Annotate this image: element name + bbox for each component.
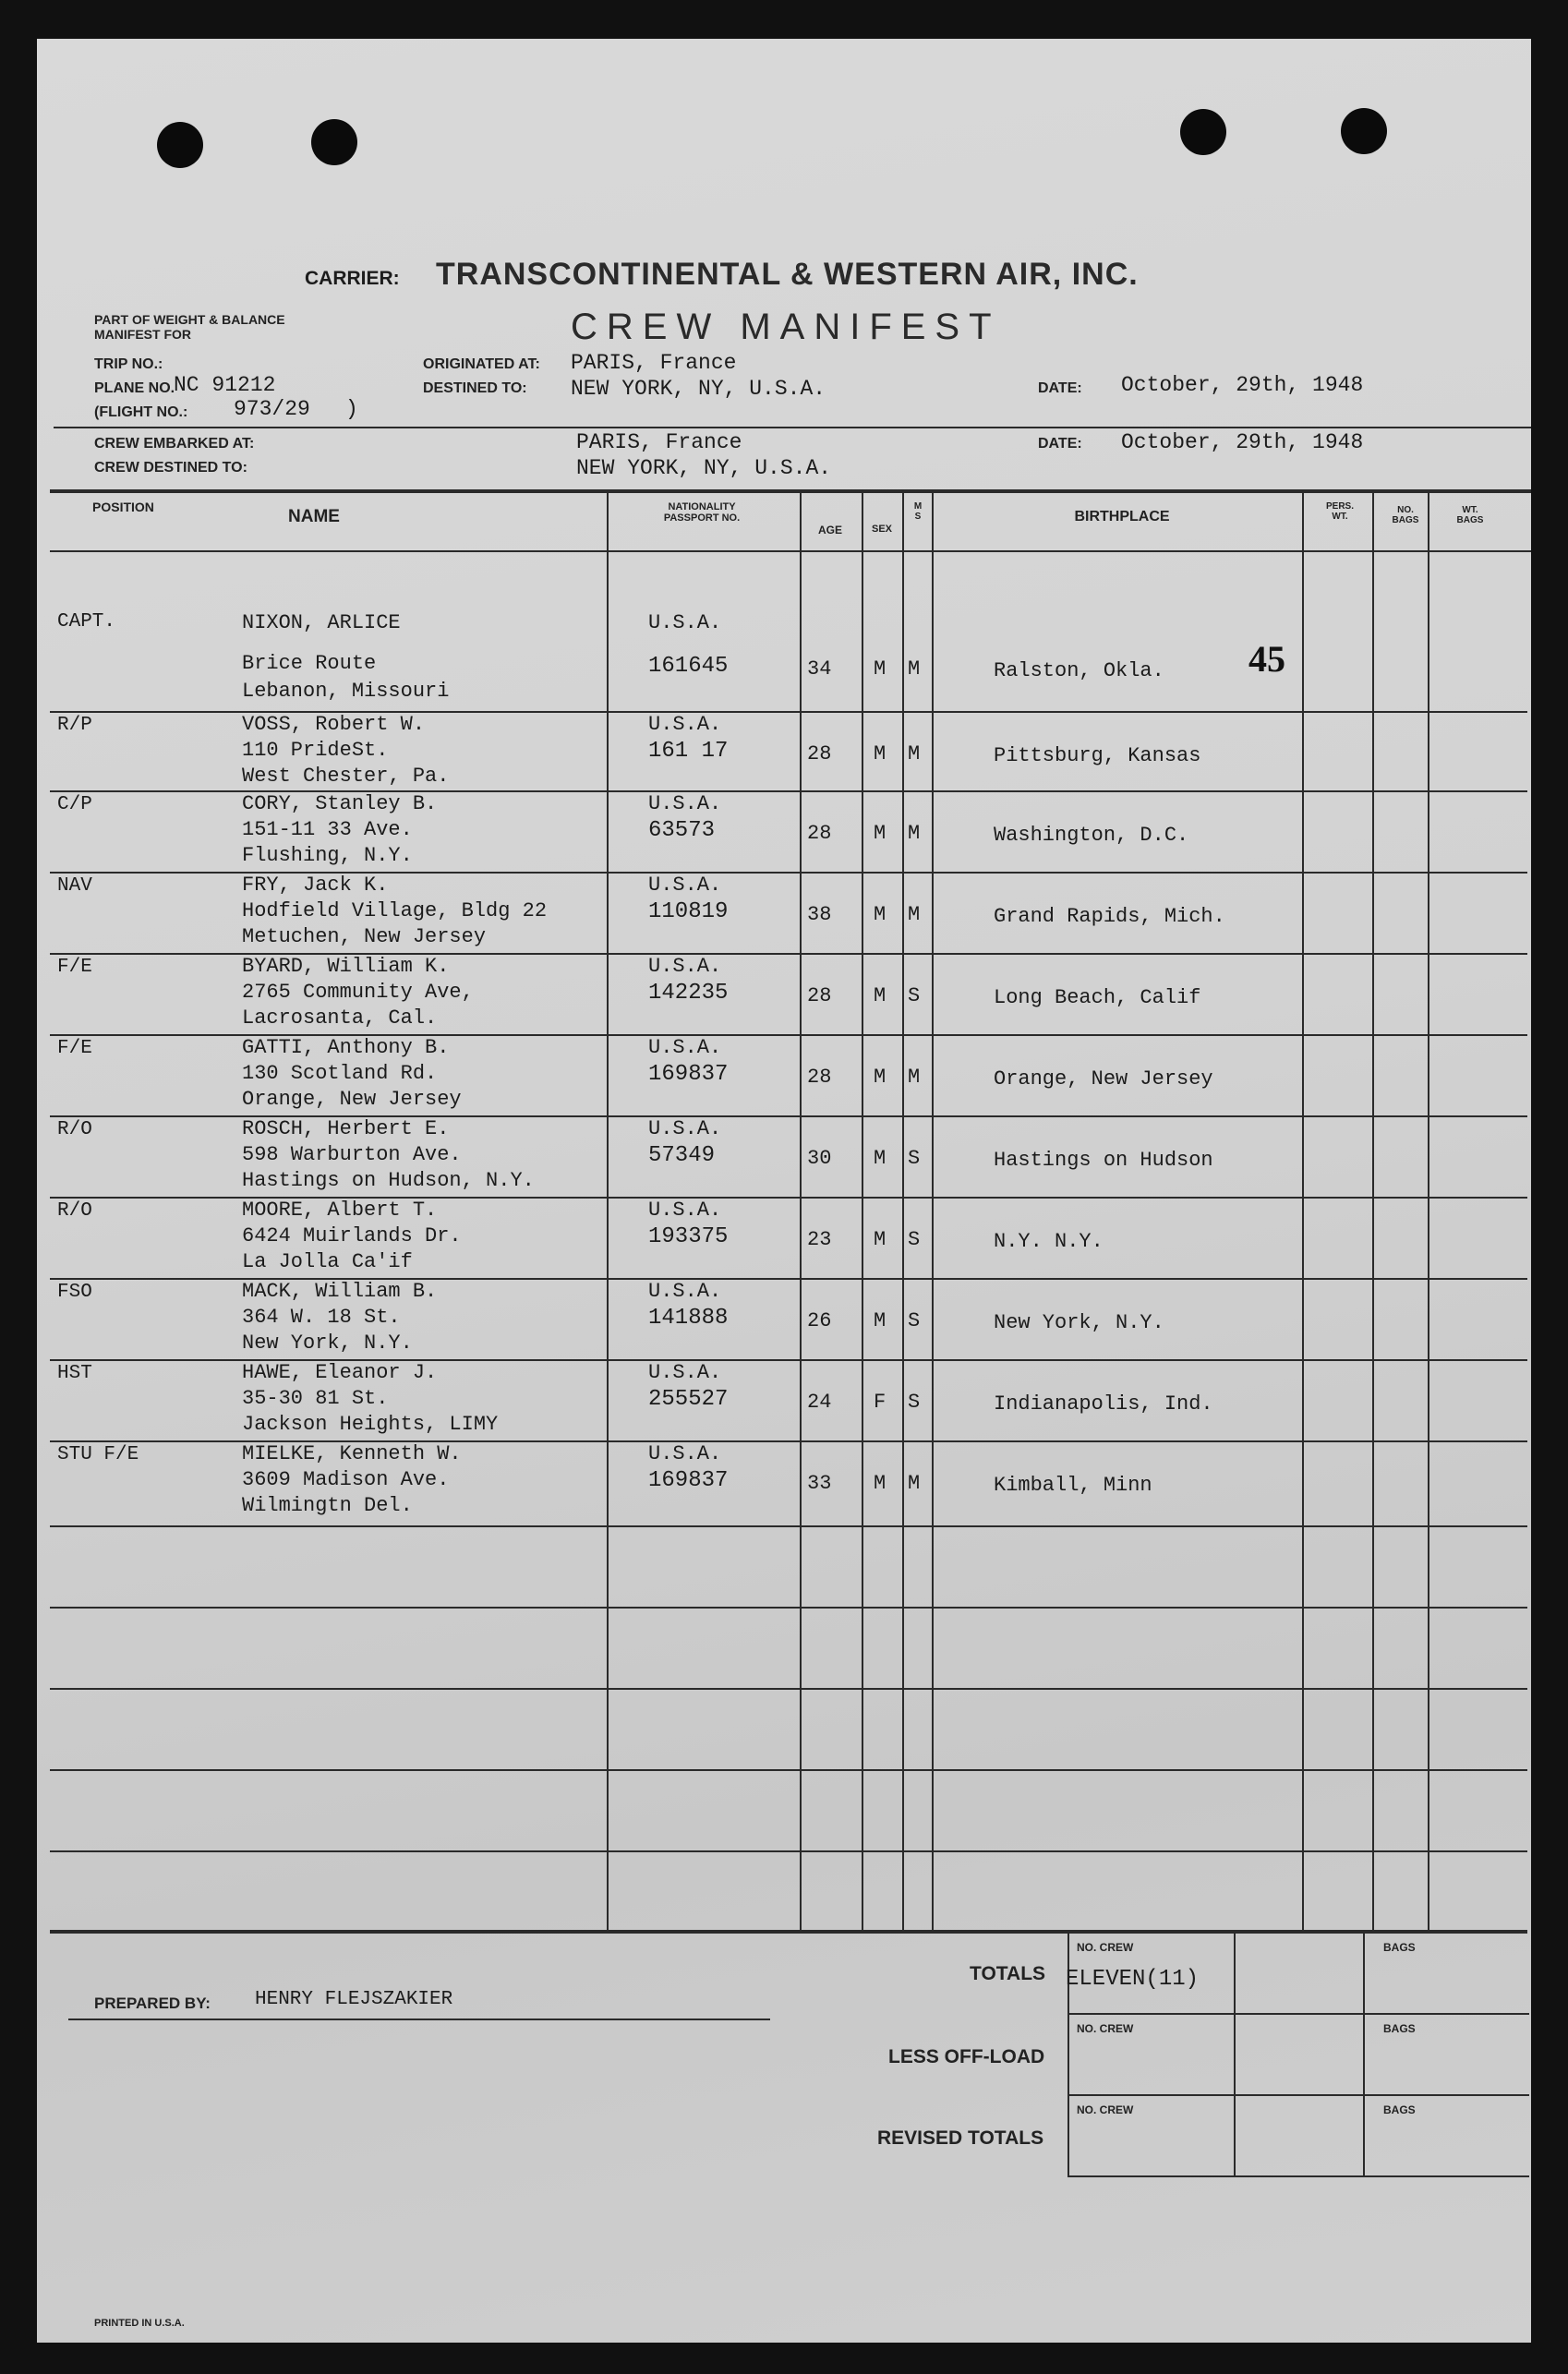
trip-no-label: TRIP NO.: (94, 356, 163, 372)
crew-position: C/P (57, 794, 92, 815)
totals-label: TOTALS (970, 1963, 1046, 1984)
crew-nationality: U.S.A. (648, 1036, 722, 1059)
table-top-rule (50, 489, 1531, 493)
bags-label: BAGS (1383, 1941, 1416, 1954)
part-of-label: PART OF WEIGHT & BALANCE (94, 312, 285, 327)
totals-grid-line (1363, 1932, 1365, 2177)
col-divider (1428, 491, 1429, 1932)
crew-name-line: Wilmingtn Del. (242, 1494, 413, 1517)
totals-grid-line (1067, 2013, 1529, 2015)
crew-marital-status: M (908, 1472, 921, 1495)
bags-label: BAGS (1383, 2022, 1416, 2035)
crew-passport: 169837 (648, 1062, 729, 1087)
crew-name-line: Flushing, N.Y. (242, 844, 413, 867)
crew-name-line: Hastings on Hudson, N.Y. (242, 1169, 535, 1192)
crew-age: 24 (807, 1391, 832, 1414)
crew-passport: 193375 (648, 1224, 729, 1249)
col-divider (1302, 491, 1304, 1932)
crew-nationality: U.S.A. (648, 611, 722, 634)
crew-marital-status: S (908, 1147, 921, 1170)
crew-nationality: U.S.A. (648, 713, 722, 736)
col-name: NAME (288, 507, 340, 526)
crew-nationality: U.S.A. (648, 955, 722, 978)
crew-sex: M (874, 822, 887, 845)
crew-name-line: 3609 Madison Ave. (242, 1468, 450, 1491)
col-pers-wt (1308, 502, 1372, 522)
crew-position: R/O (57, 1119, 92, 1140)
col-no-bags-line2: BAGS (1392, 514, 1419, 525)
crew-name-line: MOORE, Albert T. (242, 1199, 438, 1222)
col-birthplace: BIRTHPLACE (1074, 509, 1170, 524)
carrier-name: TRANSCONTINENTAL & WESTERN AIR, INC. (436, 257, 1139, 292)
manifest-sheet (37, 39, 1531, 2343)
crew-sex: M (874, 903, 887, 926)
crew-marital-status: M (908, 657, 921, 681)
crew-nationality: U.S.A. (648, 1280, 722, 1303)
crew-name-line: VOSS, Robert W. (242, 713, 426, 736)
punch-hole (1180, 109, 1226, 155)
crew-name-line: 35-30 81 St. (242, 1387, 389, 1410)
col-wt-bags-line1: WT. (1462, 505, 1478, 515)
crew-nationality: U.S.A. (648, 1199, 722, 1222)
col-pers-wt-line2: WT. (1332, 511, 1348, 522)
crew-passport: 169837 (648, 1468, 729, 1493)
flight-no-close: ) (345, 397, 358, 421)
crew-name-line: 110 PrideSt. (242, 739, 389, 762)
crew-name-line: ROSCH, Herbert E. (242, 1117, 450, 1140)
row-rule (50, 1688, 1527, 1690)
crew-nationality: U.S.A. (648, 1361, 722, 1384)
col-sex: SEX (871, 524, 892, 535)
crew-age: 28 (807, 742, 832, 765)
col-marital-m: M (913, 501, 923, 512)
crew-position: R/O (57, 1200, 92, 1222)
crew-name-line: Jackson Heights, LIMY (242, 1413, 499, 1436)
margin-note: 45 (1248, 638, 1285, 680)
crew-sex: F (874, 1391, 887, 1414)
col-nationality-line1: NATIONALITY (668, 501, 736, 512)
prepared-by-rule (68, 2019, 770, 2020)
col-age: AGE (817, 524, 842, 536)
no-crew-label: NO. CREW (1077, 1941, 1134, 1954)
crew-marital-status: S (908, 1391, 921, 1414)
crew-passport: 161645 (648, 654, 729, 679)
col-nationality-line2: PASSPORT NO. (663, 512, 741, 524)
destined-label: DESTINED TO: (423, 380, 527, 396)
crew-name-line: NIXON, ARLICE (242, 611, 401, 634)
row-rule (50, 1769, 1527, 1771)
crew-passport: 161 17 (648, 739, 729, 764)
col-pers-wt-line1: PERS. (1325, 501, 1354, 512)
crew-birthplace: Washington, D.C. (994, 824, 1189, 847)
crew-name-line: Lebanon, Missouri (242, 680, 450, 703)
crew-marital-status: M (908, 822, 921, 845)
totals-grid-line (1234, 1932, 1236, 2177)
manifest-for-label: MANIFEST FOR (94, 327, 191, 342)
row-rule (50, 1850, 1527, 1852)
crew-sex: M (874, 1228, 887, 1251)
crew-marital-status: M (908, 742, 921, 765)
crew-name-line: 130 Scotland Rd. (242, 1062, 438, 1085)
crew-passport: 57349 (648, 1143, 716, 1168)
crew-birthplace: New York, N.Y. (994, 1311, 1164, 1334)
table-row-rule (50, 1525, 1527, 1527)
crew-position: R/P (57, 715, 92, 736)
col-no-bags (1378, 506, 1433, 525)
crew-name-line: New York, N.Y. (242, 1332, 413, 1355)
crew-name-line: Hodfield Village, Bldg 22 (242, 899, 548, 922)
col-divider (932, 491, 934, 1932)
col-divider (800, 491, 802, 1932)
col-marital-s: S (914, 511, 922, 522)
col-divider (1372, 491, 1374, 1932)
col-no-bags-line1: NO. (1397, 505, 1414, 515)
crew-age: 38 (807, 903, 832, 926)
col-nationality (609, 502, 794, 524)
crew-embarked-value: PARIS, France (576, 430, 742, 454)
crew-name-line: West Chester, Pa. (242, 765, 450, 788)
crew-name-line: Brice Route (242, 652, 377, 675)
crew-position: NAV (57, 875, 92, 897)
crew-birthplace: Hastings on Hudson (994, 1149, 1213, 1172)
crew-marital-status: S (908, 1228, 921, 1251)
less-offload-label: LESS OFF-LOAD (888, 2046, 1045, 2067)
crew-sex: M (874, 1309, 887, 1332)
col-divider (902, 491, 904, 1932)
crew-position: F/E (57, 957, 92, 978)
crew-nationality: U.S.A. (648, 1442, 722, 1465)
crew-name-line: 6424 Muirlands Dr. (242, 1224, 462, 1247)
crew-age: 34 (807, 657, 832, 681)
crew-passport: 255527 (648, 1387, 729, 1412)
crew-name-line: La Jolla Ca'if (242, 1250, 413, 1273)
crew-position: CAPT. (57, 611, 116, 633)
revised-totals-label: REVISED TOTALS (877, 2127, 1044, 2149)
crew-name-line: 598 Warburton Ave. (242, 1143, 462, 1166)
header-rule (50, 550, 1531, 552)
punch-hole (157, 122, 203, 168)
crew-nationality: U.S.A. (648, 1117, 722, 1140)
crew-position: HST (57, 1363, 92, 1384)
form-title: CREW MANIFEST (571, 307, 1001, 347)
crew-birthplace: Pittsburg, Kansas (994, 744, 1201, 767)
crew-destined-value: NEW YORK, NY, U.S.A. (576, 456, 832, 480)
crew-name-line: Lacrosanta, Cal. (242, 1006, 438, 1030)
crew-name-line: BYARD, William K. (242, 955, 450, 978)
crew-passport: 110819 (648, 899, 729, 924)
crew-age: 28 (807, 984, 832, 1007)
crew-name-line: 364 W. 18 St. (242, 1306, 401, 1329)
totals-crew-value: ELEVEN(11) (1066, 1967, 1200, 1992)
crew-birthplace: Grand Rapids, Mich. (994, 905, 1225, 928)
crew-marital-status: S (908, 1309, 921, 1332)
crew-position: FSO (57, 1282, 92, 1303)
originated-value: PARIS, France (571, 351, 737, 375)
col-wt-bags-line2: BAGS (1456, 514, 1484, 525)
col-divider (862, 491, 863, 1932)
crew-name-line: HAWE, Eleanor J. (242, 1361, 438, 1384)
crew-age: 23 (807, 1228, 832, 1251)
divider (54, 427, 1531, 428)
prepared-by-value: HENRY FLEJSZAKIER (255, 1989, 453, 2010)
crew-passport: 63573 (648, 818, 716, 843)
crew-age: 28 (807, 1066, 832, 1089)
date-value: October, 29th, 1948 (1121, 373, 1364, 397)
flight-no-value: 973/29 (234, 397, 310, 421)
col-position: POSITION (92, 500, 154, 514)
plane-no-label: PLANE NO. (94, 380, 175, 396)
crew-name-line: CORY, Stanley B. (242, 792, 438, 815)
carrier-label: CARRIER: (305, 268, 400, 289)
flight-no-label: (FLIGHT NO.: (94, 404, 188, 420)
date2-value: October, 29th, 1948 (1121, 430, 1364, 454)
crew-sex: M (874, 1147, 887, 1170)
printed-in-label: PRINTED IN U.S.A. (94, 2318, 185, 2329)
totals-grid-line (1067, 2175, 1529, 2177)
crew-name-line: 151-11 33 Ave. (242, 818, 413, 841)
crew-passport: 142235 (648, 981, 729, 1006)
destined-value: NEW YORK, NY, U.S.A. (571, 377, 826, 401)
date2-label: DATE: (1038, 436, 1082, 452)
originated-label: ORIGINATED AT: (423, 356, 540, 372)
col-divider (607, 491, 609, 1932)
crew-age: 30 (807, 1147, 832, 1170)
crew-name-line: FRY, Jack K. (242, 874, 389, 897)
no-crew-label: NO. CREW (1077, 2103, 1134, 2116)
crew-destined-label: CREW DESTINED TO: (94, 460, 247, 476)
punch-hole (1341, 108, 1387, 154)
row-rule (50, 1607, 1527, 1609)
crew-name-line: Orange, New Jersey (242, 1088, 462, 1111)
crew-birthplace: Kimball, Minn (994, 1474, 1152, 1497)
no-crew-label: NO. CREW (1077, 2022, 1134, 2035)
punch-hole (311, 119, 357, 165)
crew-marital-status: S (908, 984, 921, 1007)
crew-name-line: MACK, William B. (242, 1280, 438, 1303)
col-wt-bags (1433, 506, 1507, 525)
crew-sex: M (874, 1472, 887, 1495)
prepared-by-label: PREPARED BY: (94, 1994, 211, 2012)
crew-birthplace: Long Beach, Calif (994, 986, 1201, 1009)
totals-grid-line (1067, 2094, 1529, 2096)
crew-age: 26 (807, 1309, 832, 1332)
crew-name-line: Metuchen, New Jersey (242, 925, 487, 948)
crew-sex: M (874, 657, 887, 681)
crew-nationality: U.S.A. (648, 874, 722, 897)
crew-name-line: 2765 Community Ave, (242, 981, 474, 1004)
crew-sex: M (874, 984, 887, 1007)
crew-marital-status: M (908, 1066, 921, 1089)
crew-birthplace: N.Y. N.Y. (994, 1230, 1104, 1253)
crew-name-line: GATTI, Anthony B. (242, 1036, 450, 1059)
crew-birthplace: Ralston, Okla. (994, 659, 1164, 682)
date-label: DATE: (1038, 380, 1082, 396)
crew-age: 28 (807, 822, 832, 845)
col-marital (904, 502, 932, 522)
crew-position: F/E (57, 1038, 92, 1059)
crew-birthplace: Orange, New Jersey (994, 1067, 1213, 1091)
plane-no-value: NC 91212 (174, 373, 276, 397)
crew-sex: M (874, 1066, 887, 1089)
table-bottom-rule (50, 1930, 1527, 1934)
crew-embarked-label: CREW EMBARKED AT: (94, 436, 255, 452)
crew-nationality: U.S.A. (648, 792, 722, 815)
crew-passport: 141888 (648, 1306, 729, 1331)
crew-age: 33 (807, 1472, 832, 1495)
crew-birthplace: Indianapolis, Ind. (994, 1392, 1213, 1416)
crew-sex: M (874, 742, 887, 765)
crew-position: STU F/E (57, 1444, 139, 1465)
crew-name-line: MIELKE, Kenneth W. (242, 1442, 462, 1465)
bags-label: BAGS (1383, 2103, 1416, 2116)
crew-marital-status: M (908, 903, 921, 926)
